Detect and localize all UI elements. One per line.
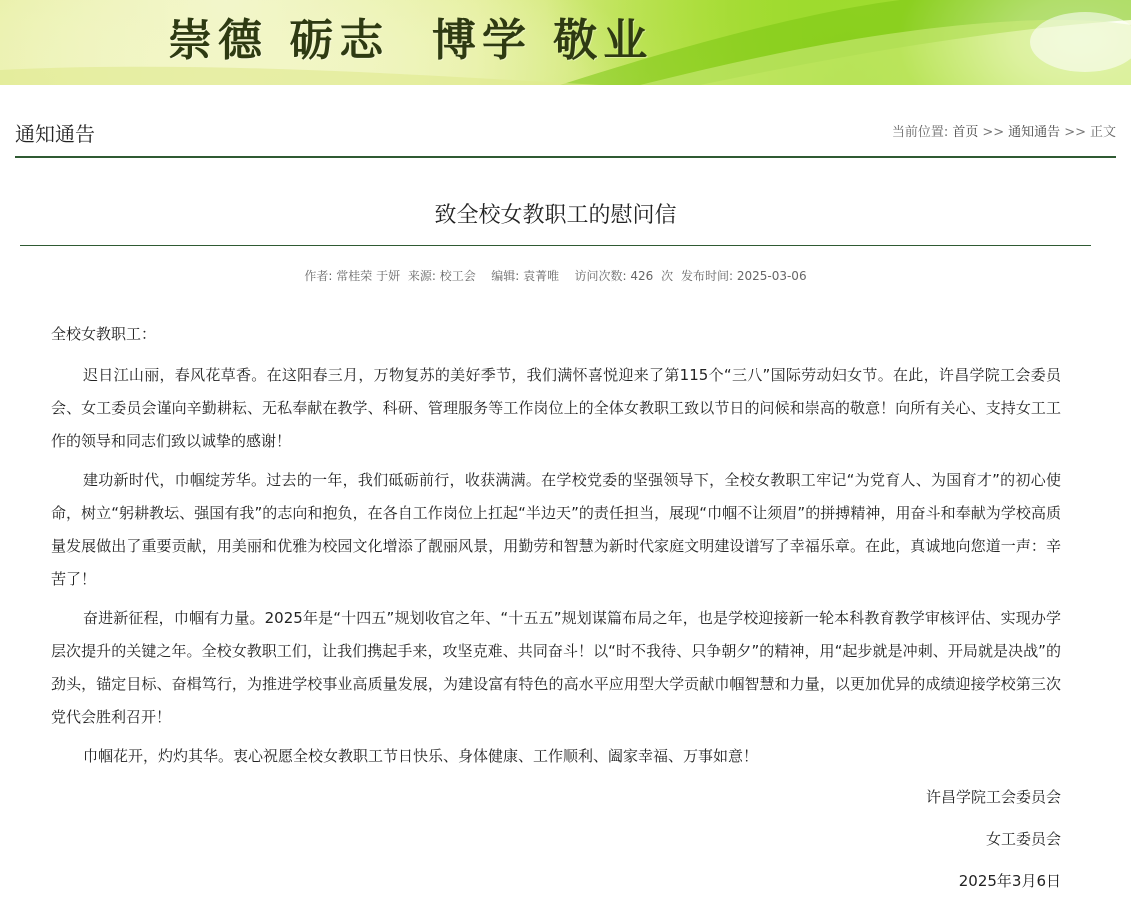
meta-visits: 访问次数: 426: [574, 269, 654, 283]
article-title: 致全校女教职工的慰问信: [434, 203, 677, 228]
meta-author: 作者: 常桂荣 于妍: [304, 269, 401, 283]
article-greeting: 全校女教职工：: [51, 325, 157, 343]
breadcrumb-prefix: 当前位置:: [891, 125, 949, 140]
signature-date: 2025年3月6日: [958, 872, 1061, 890]
meta-editor: 编辑: 袁菁唯: [491, 269, 560, 283]
breadcrumb-category-link[interactable]: 通知通告: [1008, 125, 1061, 140]
article-meta: [20, 267, 1091, 284]
meta-source: 来源: 校工会: [407, 269, 476, 283]
section-title: 通知通告: [15, 122, 95, 146]
meta-published: 发布时间: 2025-03-06: [680, 269, 807, 283]
article-body: [51, 318, 1061, 907]
breadcrumb: [892, 121, 1116, 140]
breadcrumb-current: 正文: [1089, 125, 1116, 140]
breadcrumb-home-link[interactable]: 首页: [952, 125, 979, 140]
article-paragraph: 建功新时代，巾帼绽芳华。过去的一年，我们砥砺前行，收获满满。在学校党委的坚强领导下，全校女教职工牢记“为党育人、为国育才”的初心使命，树立“躬耕教坛、强国有我”的志向和抱负，在各自工作岗位上扛起“半边天”的责任担当，展现“巾帼不让须眉”的拼搏精神，用奋斗和奉献为学校高质量发展做出了重要贡献，用美丽和优雅为校园文化增添了靓丽风景，用勤劳和智慧为新时代家庭文明建设谱写了幸福乐章。在此，真诚地向您道一声：辛苦了！: [51, 471, 1061, 588]
section-header: [15, 104, 1116, 158]
breadcrumb-separator: >>: [982, 125, 1005, 140]
signature-org-women: 女工委员会: [985, 830, 1061, 848]
breadcrumb-separator: >>: [1064, 125, 1086, 140]
meta-visits-unit: 次: [661, 269, 674, 283]
title-divider: [20, 245, 1091, 246]
banner-slogan: 崇德 砺志 博学 敬业: [168, 15, 654, 66]
header-banner: [0, 0, 1131, 85]
article-paragraph: 迟日江山丽，春风花草香。在这阳春三月，万物复苏的美好季节，我们满怀喜悦迎来了第115个“三八”国际劳动妇女节。在此，许昌学院工会委员会、女工委员会谨向辛勤耕耘、无私奉献在教学、科研、管理服务等工作岗位上的全体女教职工致以节日的问候和崇高的敬意！向所有关心、支持女工工作的领导和同志们致以诚挚的感谢！: [51, 366, 1061, 450]
signature-org-union: 许昌学院工会委员会: [925, 788, 1061, 806]
article-paragraph: 巾帼花开，灼灼其华。衷心祝愿全校女教职工节日快乐、身体健康、工作顺利、阖家幸福、万事如意！: [83, 747, 759, 765]
article-paragraph: 奋进新征程，巾帼有力量。2025年是“十四五”规划收官之年、“十五五”规划谋篇布局之年，也是学校迎接新一轮本科教育教学审核评估、实现办学层次提升的关键之年。全校女教职工们，让我们携起手来，攻坚克难、共同奋斗！以“时不我待、只争朝夕”的精神，用“起步就是冲刺、开局就是决战”的劲头，锚定目标、奋楫笃行，为推进学校事业高质量发展，为建设富有特色的高水平应用型大学贡献巾帼智慧和力量，以更加优异的成绩迎接学校第三次党代会胜利召开！: [51, 609, 1061, 726]
